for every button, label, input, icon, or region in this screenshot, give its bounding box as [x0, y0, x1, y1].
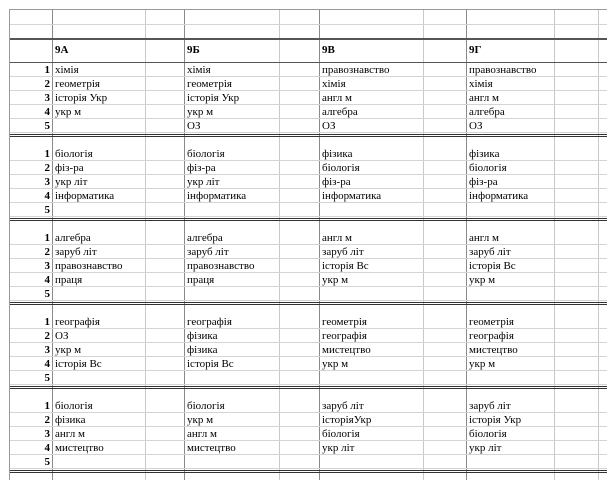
- subject-cell: біологія: [55, 148, 93, 160]
- subject-cell: фізика: [469, 148, 500, 160]
- lesson-number: 3: [44, 260, 50, 272]
- subject-cell: укр літ: [469, 442, 502, 454]
- subject-cell: біологія: [322, 428, 360, 440]
- subject-cell: мистецтво: [469, 344, 518, 356]
- subject-cell: укр м: [322, 358, 349, 370]
- subject-cell: інформатика: [322, 190, 382, 202]
- subject-cell: англ м: [322, 232, 352, 244]
- timetable-sheet: [9, 9, 607, 480]
- block-separator: [10, 470, 607, 473]
- grid-line: [10, 216, 607, 217]
- subject-cell: фізика: [187, 344, 218, 356]
- lesson-number: 2: [44, 162, 50, 174]
- subject-cell: заруб літ: [187, 246, 229, 258]
- grid-line: [10, 24, 607, 25]
- subject-cell: фізика: [322, 148, 353, 160]
- grid-line: [279, 10, 280, 480]
- subject-cell: історія Укр: [469, 414, 522, 426]
- subject-cell: укр літ: [55, 176, 88, 188]
- subject-cell: ОЗ: [55, 330, 69, 342]
- subject-cell: географія: [322, 330, 367, 342]
- subject-cell: укр м: [187, 414, 214, 426]
- grid-line: [10, 202, 607, 203]
- subject-cell: інформатика: [187, 190, 247, 202]
- subject-cell: укр літ: [187, 176, 220, 188]
- subject-cell: фіз-ра: [322, 176, 351, 188]
- subject-cell: біологія: [469, 162, 507, 174]
- class-header-9g: 9Г: [469, 44, 482, 56]
- subject-cell: англ м: [469, 232, 499, 244]
- subject-cell: історія Укр: [55, 92, 108, 104]
- grid-line: [10, 286, 607, 287]
- subject-cell: географія: [187, 316, 232, 328]
- subject-cell: ОЗ: [187, 120, 201, 132]
- subject-cell: англ м: [55, 428, 85, 440]
- lesson-number: 4: [44, 442, 50, 454]
- lesson-number: 5: [44, 456, 50, 468]
- subject-cell: історія Вс: [187, 358, 234, 370]
- grid-line: [10, 132, 607, 133]
- subject-cell: фіз-ра: [187, 162, 216, 174]
- grid-line: [423, 10, 424, 480]
- lesson-number: 1: [44, 400, 50, 412]
- subject-cell: заруб літ: [322, 400, 364, 412]
- subject-cell: геометрія: [469, 316, 514, 328]
- subject-cell: правознавство: [187, 260, 255, 272]
- lesson-number: 2: [44, 414, 50, 426]
- subject-cell: геометрія: [322, 316, 367, 328]
- subject-cell: заруб літ: [469, 400, 511, 412]
- subject-cell: алгебра: [55, 232, 91, 244]
- lesson-number: 1: [44, 316, 50, 328]
- grid-line: [10, 384, 607, 385]
- lesson-number: 1: [44, 148, 50, 160]
- subject-cell: історія Укр: [187, 92, 240, 104]
- subject-cell: хімія: [55, 64, 79, 76]
- block-separator: [10, 134, 607, 137]
- subject-cell: англ м: [187, 428, 217, 440]
- subject-cell: фіз-ра: [55, 162, 84, 174]
- lesson-number: 4: [44, 274, 50, 286]
- grid-line: [598, 10, 599, 480]
- subject-cell: географія: [469, 330, 514, 342]
- subject-cell: геометрія: [187, 78, 232, 90]
- subject-cell: укр м: [55, 344, 82, 356]
- subject-cell: інформатика: [55, 190, 115, 202]
- grid-line: [10, 38, 607, 40]
- grid-line: [10, 454, 607, 455]
- lesson-number: 3: [44, 344, 50, 356]
- class-header-9v: 9В: [322, 44, 335, 56]
- class-header-9b: 9Б: [187, 44, 200, 56]
- subject-cell: мистецтво: [187, 442, 236, 454]
- subject-cell: заруб літ: [322, 246, 364, 258]
- grid-line: [554, 10, 555, 480]
- subject-cell: інформатика: [469, 190, 529, 202]
- subject-cell: укр м: [55, 106, 82, 118]
- subject-cell: біологія: [187, 148, 225, 160]
- subject-cell: праця: [187, 274, 215, 286]
- class-header-9a: 9А: [55, 44, 69, 56]
- subject-cell: ОЗ: [322, 120, 336, 132]
- subject-cell: алгебра: [187, 232, 223, 244]
- subject-cell: укр м: [469, 274, 496, 286]
- block-separator: [10, 302, 607, 305]
- subject-cell: фіз-ра: [469, 176, 498, 188]
- subject-cell: біологія: [469, 428, 507, 440]
- subject-cell: укр м: [322, 274, 349, 286]
- lesson-number: 1: [44, 232, 50, 244]
- subject-cell: англ м: [469, 92, 499, 104]
- lesson-number: 5: [44, 372, 50, 384]
- subject-cell: англ м: [322, 92, 352, 104]
- lesson-number: 5: [44, 288, 50, 300]
- subject-cell: правознавство: [322, 64, 390, 76]
- lesson-number: 3: [44, 428, 50, 440]
- lesson-number: 1: [44, 64, 50, 76]
- lesson-number: 5: [44, 204, 50, 216]
- subject-cell: історіяУкр: [322, 414, 372, 426]
- subject-cell: фізика: [55, 414, 86, 426]
- lesson-number: 3: [44, 92, 50, 104]
- lesson-number: 5: [44, 120, 50, 132]
- lesson-number: 2: [44, 78, 50, 90]
- subject-cell: мистецтво: [55, 442, 104, 454]
- grid-line: [10, 300, 607, 301]
- subject-cell: алгебра: [469, 106, 505, 118]
- grid-line: [10, 370, 607, 371]
- subject-cell: біологія: [187, 400, 225, 412]
- subject-cell: заруб літ: [469, 246, 511, 258]
- subject-cell: геометрія: [55, 78, 100, 90]
- subject-cell: укр м: [469, 358, 496, 370]
- lesson-number: 4: [44, 190, 50, 202]
- grid-line: [10, 468, 607, 469]
- subject-cell: укр літ: [322, 442, 355, 454]
- subject-cell: заруб літ: [55, 246, 97, 258]
- subject-cell: хімія: [469, 78, 493, 90]
- subject-cell: біологія: [322, 162, 360, 174]
- lesson-number: 4: [44, 106, 50, 118]
- lesson-number: 2: [44, 246, 50, 258]
- subject-cell: правознавство: [55, 260, 123, 272]
- subject-cell: фізика: [187, 330, 218, 342]
- subject-cell: правознавство: [469, 64, 537, 76]
- lesson-number: 2: [44, 330, 50, 342]
- subject-cell: праця: [55, 274, 83, 286]
- block-separator: [10, 218, 607, 221]
- grid-line: [145, 10, 146, 480]
- subject-cell: укр м: [187, 106, 214, 118]
- subject-cell: історія Вс: [55, 358, 102, 370]
- subject-cell: хімія: [322, 78, 346, 90]
- lesson-number: 3: [44, 176, 50, 188]
- subject-cell: історія Вс: [322, 260, 369, 272]
- lesson-number: 4: [44, 358, 50, 370]
- subject-cell: алгебра: [322, 106, 358, 118]
- subject-cell: хімія: [187, 64, 211, 76]
- subject-cell: мистецтво: [322, 344, 371, 356]
- block-separator: [10, 386, 607, 389]
- subject-cell: історія Вс: [469, 260, 516, 272]
- subject-cell: ОЗ: [469, 120, 483, 132]
- subject-cell: біологія: [55, 400, 93, 412]
- subject-cell: географія: [55, 316, 100, 328]
